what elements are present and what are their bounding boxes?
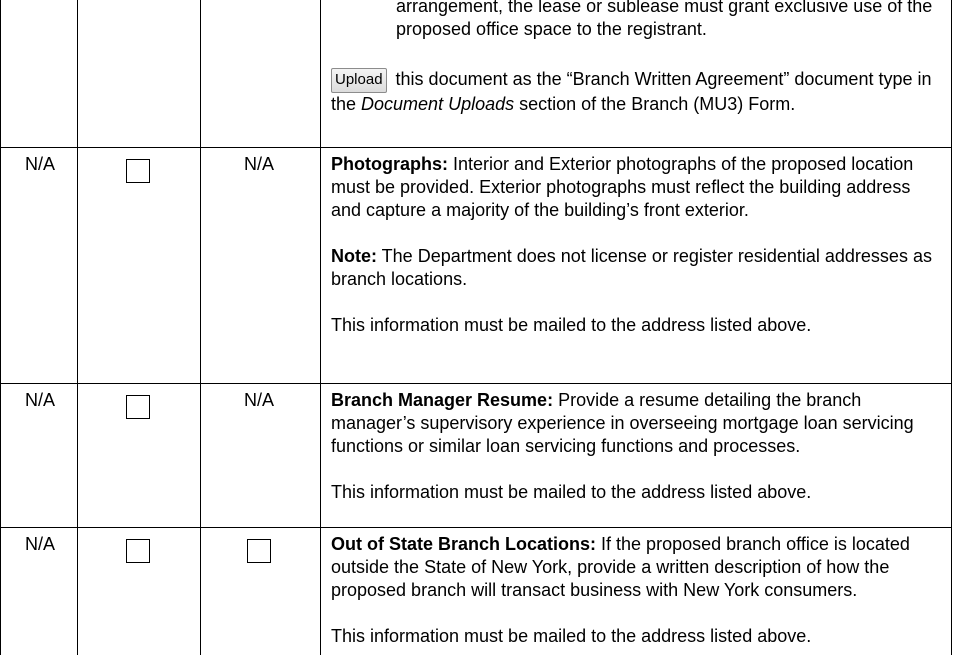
upload-button[interactable]: Upload (331, 68, 387, 93)
row2-col1: N/A (25, 390, 56, 410)
row1-col1: N/A (25, 154, 56, 174)
note-text: The Department does not license or register residential addresses as branch locations. (331, 246, 932, 289)
agreement-continuation (396, 0, 946, 41)
table-column-divider-2 (200, 0, 201, 655)
out-of-state-description (331, 533, 943, 648)
continuation-text: arrangement, the lease or sublease must grant exclusive use of the proposed office space to the registrant. (396, 0, 933, 39)
out-of-state-title: Out of State Branch Locations: (331, 534, 597, 554)
resume-mail-text: This information must be mailed to the address listed above. (331, 482, 812, 502)
row3-checkbox-a[interactable] (126, 539, 150, 563)
photographs-title: Photographs: (331, 154, 448, 174)
row1-col3: N/A (244, 154, 275, 174)
row3-col1: N/A (25, 534, 56, 554)
row-divider-2 (0, 383, 952, 384)
resume-text: Provide a resume detailing the branch manager’s supervisory experience in overseeing mortgage loan servicing functions or similar loan servicing functions and processes. (331, 390, 914, 456)
resume-title: Branch Manager Resume: (331, 390, 554, 410)
photographs-description (331, 153, 943, 337)
upload-text-b: section of the Branch (MU3) Form. (514, 94, 796, 114)
out-of-state-mail-text: This information must be mailed to the address listed above. (331, 626, 812, 646)
upload-text-a: this document as the “Branch Written Agreement” document type in the (331, 69, 932, 114)
upload-text-em: Document Uploads (361, 94, 515, 114)
row3-checkbox-b[interactable] (247, 539, 271, 563)
table-border-left (0, 0, 1, 655)
row2-checkbox[interactable] (126, 395, 150, 419)
branch-manager-resume-description (331, 389, 943, 504)
row2-col3: N/A (244, 390, 275, 410)
table-column-divider-3 (320, 0, 321, 655)
table-column-divider-1 (77, 0, 78, 655)
row-divider-1 (0, 147, 952, 148)
row-divider-3 (0, 527, 952, 528)
photographs-text: Interior and Exterior photographs of the proposed location must be provided. Exterior photographs must reflect the building address and capture a majority of the building’s front exterior. (331, 154, 914, 220)
photographs-mail-text: This information must be mailed to the address listed above. (331, 315, 812, 335)
upload-instruction (331, 68, 943, 116)
out-of-state-text: If the proposed branch office is located outside the State of New York, provide a written description of how the proposed branch will transact business with New York consumers. (331, 534, 910, 600)
row1-checkbox[interactable] (126, 159, 150, 183)
note-label: Note: (331, 246, 377, 266)
table-border-right (951, 0, 952, 655)
